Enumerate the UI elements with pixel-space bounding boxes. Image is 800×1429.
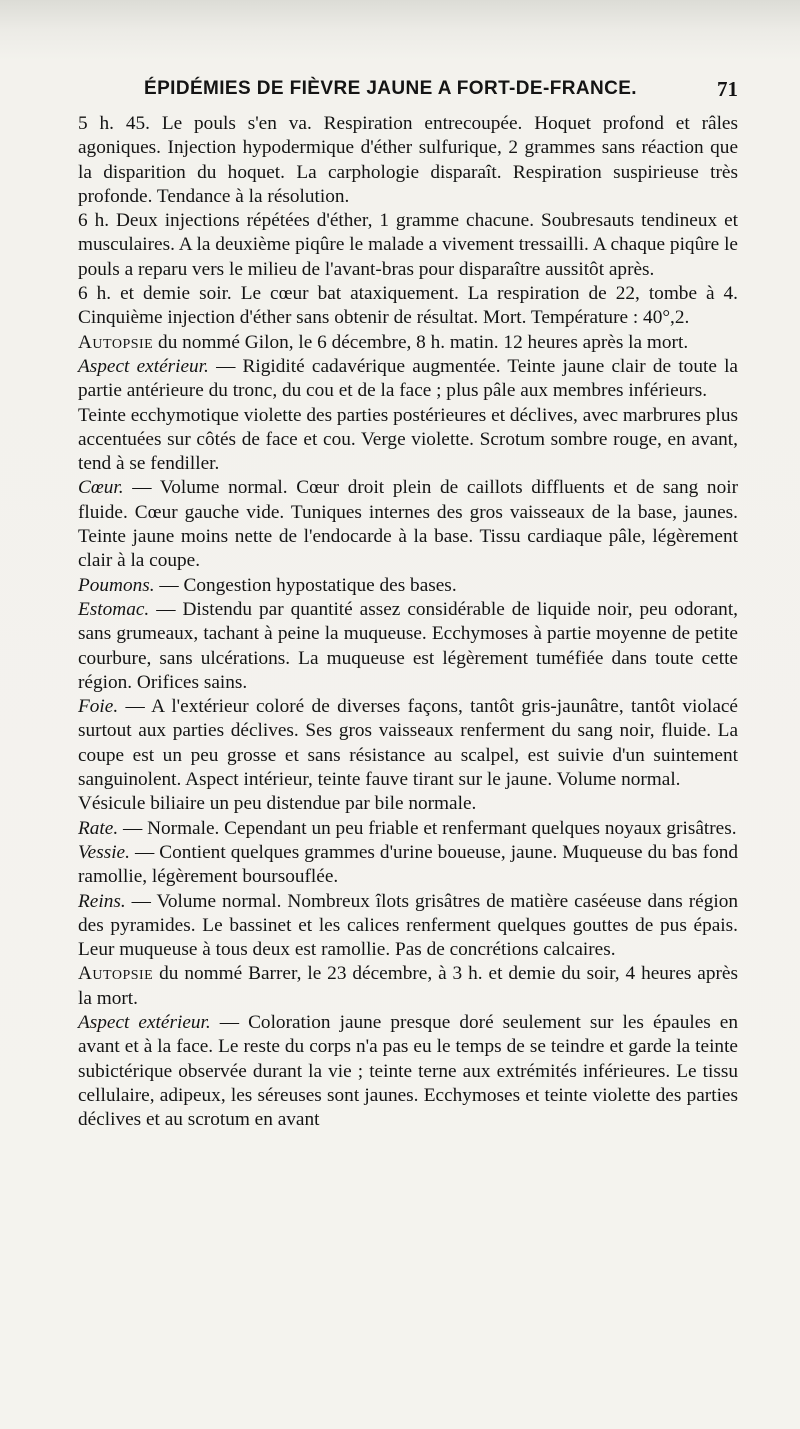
paragraph-text: — Distendu par quantité assez considérable de liquide noir, peu odorant, sans grumeaux, tachant à peine la muqueuse. Ecchymoses à partie moyenne de petite courbure, sans ulcérations. La muqueuse est légèrement tuméfiée dans toute cette région. Orifices sains. [78, 598, 738, 693]
paragraph-text: — Volume normal. Cœur droit plein de caillots diffluents et de sang noir fluide. Cœur gauche vide. Tuniques internes des gros vaisseaux de la base, jaunes. Teinte jaune moins nette de l'endocarde à la base. Tissu cardiaque pâle, légèrement clair à la coupe. [78, 477, 738, 572]
paragraph [78, 962, 738, 1011]
paragraph-text: — Congestion hypostatique des bases. [154, 574, 457, 596]
paragraph [78, 890, 738, 963]
section-lead: Reins. [78, 890, 126, 912]
paragraph-text: — Contient quelques grammes d'urine boueuse, jaune. Muqueuse du bas fond ramollie, légèrement boursouflée. [78, 841, 738, 888]
paragraph [78, 792, 738, 816]
paragraph [78, 209, 738, 282]
section-lead: Autopsie [78, 331, 154, 353]
section-lead: Aspect extérieur. [78, 1011, 211, 1033]
section-lead: Estomac. [78, 598, 150, 620]
section-lead: Cœur. [78, 477, 124, 499]
paragraph-text: 5 h. 45. Le pouls s'en va. Respiration entrecoupée. Hoquet profond et râles agoniques. Injection hypodermique d'éther sulfurique, 2 grammes sans réaction que la disparition du hoquet. La carphologie disparaît. Respiration suspirieuse très profonde. Tendance à la résolution. [78, 113, 738, 207]
paragraph [78, 598, 738, 695]
paragraph [78, 355, 738, 404]
section-lead: Poumons. [78, 574, 155, 596]
paragraph-text: — Normale. Cependant un peu friable et renfermant quelques noyaux grisâtres. [118, 817, 737, 839]
paragraph-text: du nommé Gilon, le 6 décembre, 8 h. matin. 12 heures après la mort. [153, 331, 689, 353]
section-lead: Aspect extérieur. [78, 355, 209, 377]
paragraph-text: — Rigidité cadavérique augmentée. Teinte jaune clair de toute la partie antérieure du tronc, du cou et de la face ; plus pâle aux membres inférieurs. [78, 355, 738, 402]
paragraph [78, 817, 738, 841]
paragraph-text: Teinte ecchymotique violette des parties postérieures et déclives, avec marbrures plus accentuées sur côtés de face et cou. Verge violette. Scrotum sombre rouge, en avant, tend à se fendiller. [78, 404, 738, 475]
section-lead: Vessie. [78, 841, 130, 863]
page-number: 71 [717, 77, 738, 101]
paragraph-text: du nommé Barrer, le 23 décembre, à 3 h. et demie du soir, 4 heures après la mort. [78, 963, 738, 1009]
section-lead: Autopsie [78, 963, 154, 985]
paragraph [78, 282, 738, 331]
paragraph [78, 574, 738, 598]
paragraph [78, 1011, 738, 1132]
running-title: ÉPIDÉMIES DE FIÈVRE JAUNE A FORT-DE-FRANCE. [144, 78, 637, 99]
paragraph [78, 695, 738, 792]
paragraph-text: Vésicule biliaire un peu distendue par bile normale. [78, 793, 477, 815]
section-lead: Foie. [78, 696, 119, 718]
paragraph [78, 476, 738, 573]
section-lead: Rate. [78, 817, 119, 839]
paragraph [78, 841, 738, 890]
paragraph [78, 404, 738, 477]
body-text [78, 112, 738, 1132]
paragraph-text: — Volume normal. Nombreux îlots grisâtres de matière caséeuse dans région des pyramides. Le bassinet et les calices renferment quelques gouttes de pus épais. Leur muqueuse à tous deux est ramollie. Pas de concrétions calcaires. [78, 890, 738, 961]
paragraph-text: — Coloration jaune presque doré seulement sur les épaules en avant et à la face. Le reste du corps n'a pas eu le temps de se teindre et garde la teinte subictérique observée durant la vie ; teinte terne aux extrémités inférieures. Le tissu cellulaire, adipeux, les séreuses sont jaunes. Ecchymoses et teinte violette des parties déclives et au scrotum en avant [78, 1011, 738, 1131]
paragraph-text: 6 h. Deux injections répétées d'éther, 1 gramme chacune. Soubresauts tendineux et musculaires. A la deuxième piqûre le malade a vivement tressailli. A chaque piqûre le pouls a reparu vers le milieu de l'avant-bras pour disparaître aussitôt après. [78, 210, 738, 280]
paragraph-text: — A l'extérieur coloré de diverses façons, tantôt gris-jaunâtre, tantôt violacé surtout aux parties déclives. Ses gros vaisseaux renferment du sang noir, fluide. La coupe est un peu grosse et sans résistance au scalpel, est suivie d'un suintement sanguinolent. Aspect intérieur, teinte fauve tirant sur le jaune. Volume normal. [78, 696, 738, 791]
running-header [78, 76, 738, 102]
paragraph [78, 112, 738, 209]
paragraph [78, 331, 738, 355]
paragraph-text: 6 h. et demie soir. Le cœur bat ataxiquement. La respiration de 22, tombe à 4. Cinquième injection d'éther sans obtenir de résultat. Mort. Température : 40°,2. [78, 283, 738, 329]
